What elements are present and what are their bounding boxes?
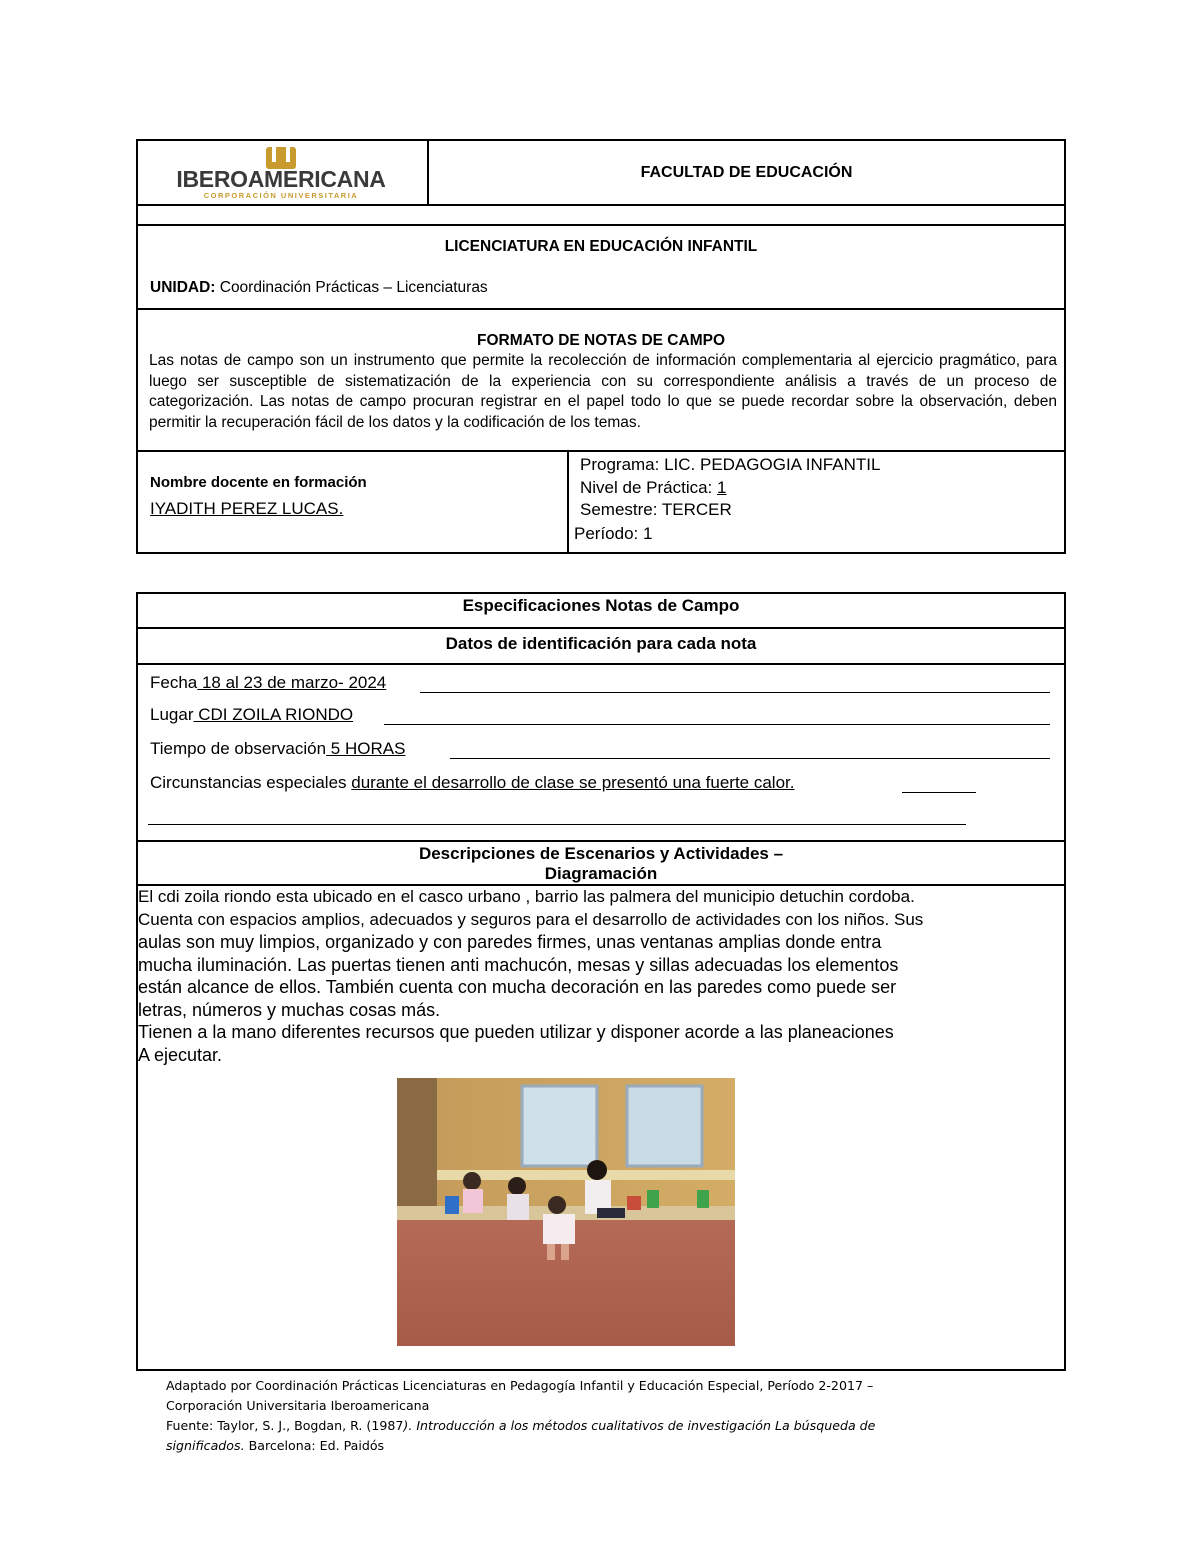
date-label: Fecha: [150, 673, 198, 692]
circumstances-value: durante el desarrollo de clase se presentó una fuerte calor.: [351, 773, 795, 792]
svg-text:IBEROAMERICANA: IBEROAMERICANA: [176, 166, 386, 192]
footer-line: Adaptado por Coordinación Prácticas Licenciaturas en Pedagogía Infantil y Educación Especial, Período 2-2017 –: [166, 1378, 874, 1393]
description-line: mucha iluminación. Las puertas tienen anti machucón, mesas y sillas adecuadas los elementos: [138, 954, 899, 975]
scenarios-title: [138, 844, 1064, 884]
date-value: 18 al 23 de marzo- 2024: [197, 673, 387, 692]
fill-line: [450, 758, 1050, 759]
level-value: 1: [717, 478, 727, 497]
divider: [138, 224, 1064, 226]
fill-line: [384, 724, 1050, 725]
unit-value: Coordinación Prácticas – Licenciaturas: [215, 279, 488, 296]
column-divider: [567, 450, 569, 554]
footer-line: [166, 1436, 1026, 1456]
description-line: Cuenta con espacios amplios, adecuados y seguros para el desarrollo de actividades con los niños. Sus: [138, 909, 924, 929]
teacher-label: Nombre docente en formación: [150, 474, 367, 491]
scenarios-title-line1: Descripciones de Escenarios y Actividades –: [418, 844, 784, 863]
unit-line: [150, 279, 488, 297]
level-line: [580, 478, 726, 498]
classroom-photo: [397, 1078, 735, 1346]
period-line: Período: 1: [574, 524, 653, 543]
unit-label: UNIDAD:: [150, 279, 216, 296]
footer-source-title-end: significados.: [166, 1438, 245, 1453]
divider: [138, 663, 1064, 665]
iberoamericana-logo: [138, 141, 429, 204]
footer-notes: [166, 1376, 1026, 1456]
description-line: letras, números y muchas cosas más.: [138, 999, 441, 1020]
circumstances-label: Circunstancias especiales: [150, 773, 352, 792]
divider: [138, 840, 1064, 842]
divider: [138, 204, 1064, 206]
fill-line: [420, 692, 1050, 693]
place-label: Lugar: [150, 705, 194, 724]
semester-line: Semestre: TERCER: [580, 500, 732, 519]
level-label: Nivel de Práctica:: [580, 478, 717, 497]
divider: [138, 308, 1064, 310]
footer-line: [166, 1416, 1026, 1436]
time-value: 5 HORAS: [326, 739, 406, 758]
specs-title: Especificaciones Notas de Campo: [462, 596, 740, 615]
specs-table: [136, 592, 1066, 1371]
logo-cell: [138, 141, 429, 204]
date-field: [150, 673, 386, 693]
scenarios-title-line2: Diagramación: [544, 864, 658, 883]
divider: [138, 450, 1064, 452]
description-line: Tienen a la mano diferentes recursos que pueden utilizar y disponer acorde a las planeaciones: [138, 1022, 894, 1042]
time-field: [150, 739, 405, 759]
svg-text:CORPORACIÓN UNIVERSITARIA: CORPORACIÓN UNIVERSITARIA: [203, 191, 359, 200]
program-title: LICENCIATURA EN EDUCACIÓN INFANTIL: [444, 238, 758, 255]
header-table: [136, 139, 1066, 554]
scenarios-description: [138, 886, 1064, 1066]
faculty-title: FACULTAD DE EDUCACIÓN: [640, 163, 853, 181]
format-description: Las notas de campo son un instrumento que permite la recolección de información complementaria al ejercicio pragmático, para luego ser susceptible de sistematización de la experiencia con su correspondiente análisis a través de un proceso de categorización. Las notas de campo procuran registrar en el papel todo lo que se puede recordar sobre la observación, deben permitir la recuperación fácil de los datos y la codificación de los temas.: [149, 352, 1057, 431]
fill-line: [148, 824, 966, 825]
format-title: FORMATO DE NOTAS DE CAMPO: [477, 332, 725, 349]
place-value: CDI ZOILA RIONDO: [193, 705, 354, 724]
specs-subtitle: Datos de identificación para cada nota: [445, 634, 757, 653]
footer-source-title: ). Introducción a los métodos cualitativos de investigación La búsqueda de: [403, 1418, 876, 1433]
place-field: [150, 705, 353, 725]
teacher-name: IYADITH PEREZ LUCAS.: [150, 499, 344, 518]
time-label: Tiempo de observación: [150, 739, 327, 758]
footer-line: Corporación Universitaria Iberoamericana: [166, 1398, 430, 1413]
circumstances-field: [150, 773, 795, 793]
footer-source-prefix: Fuente: Taylor, S. J., Bogdan, R. (1987: [166, 1418, 404, 1433]
fill-line: [902, 792, 976, 793]
description-line: aulas son muy limpios, organizado y con paredes firmes, unas ventanas amplias donde entra: [138, 932, 882, 952]
description-line: A ejecutar.: [138, 1044, 223, 1065]
footer-source-publisher: Barcelona: Ed. Paidós: [244, 1438, 385, 1453]
divider: [138, 627, 1064, 629]
description-line: El cdi zoila riondo esta ubicado en el casco urbano , barrio las palmera del municipio detuchin cordoba.: [138, 887, 915, 906]
description-line: están alcance de ellos. También cuenta con mucha decoración en las paredes como puede ser: [138, 977, 897, 997]
program-line: Programa: LIC. PEDAGOGIA INFANTIL: [580, 455, 881, 474]
